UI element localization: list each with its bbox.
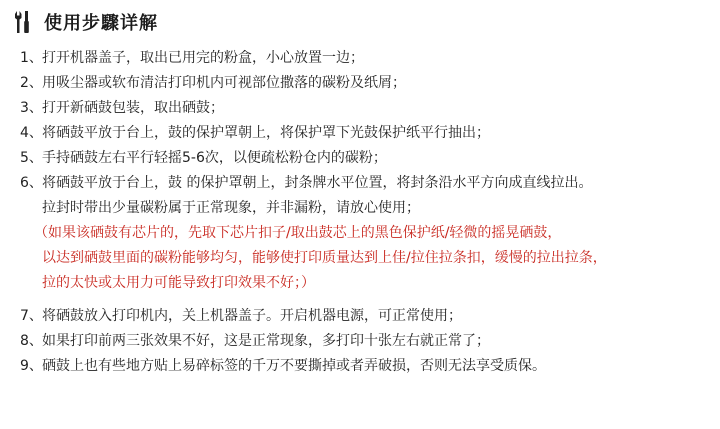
step-text: 硒鼓上也有些地方贴上易碎标签的千万不要撕掉或者弄破损，否则无法享受质保。 [42,358,546,374]
list-item [20,146,710,171]
step-text: 将硒鼓平放于台上，鼓的保护罩朝上，将保护罩下光鼓保护纸平行抽出； [42,125,490,141]
step-text: 用吸尘器或软布清洁打印机内可视部位撒落的碳粉及纸屑； [42,75,406,91]
step-number: 7、 [20,308,43,324]
step-text: 将硒鼓放入打印机内，关上机器盖子。开启机器电源，可正常使用； [42,308,462,324]
list-item [20,96,710,121]
step-text: 手持硒鼓左右平行轻摇5-6次，以便疏松粉仓内的碳粉； [42,150,387,166]
list-item [20,354,710,379]
list-item [20,46,710,71]
step6-continuation: 拉封时带出少量碳粉属于正常现象，并非漏粉，请放心使用； [42,200,420,216]
header [10,8,158,36]
step-text: 打开机器盖子，取出已用完的粉盒，小心放置一边； [42,50,364,66]
list-item [20,171,710,196]
step-number: 6、 [20,175,43,191]
steps-list [20,46,710,379]
list-item [20,121,710,146]
step-text: 如果打印前两三张效果不好，这是正常现象，多打印十张左右就正常了； [42,333,490,349]
step-text: 打开新硒鼓包装，取出硒鼓； [42,100,224,116]
list-item [20,304,710,329]
warning-note-line-2: 以达到硒鼓里面的碳粉能够均匀，能够使打印质量达到上佳/拉住拉条扣，缓慢的拉出拉条， [42,250,607,266]
step-number: 3、 [20,100,43,116]
list-item [20,71,710,96]
step-number: 1、 [20,50,43,66]
spacer [20,296,710,304]
step-number: 9、 [20,358,43,374]
list-item [20,329,710,354]
step-number: 5、 [20,150,43,166]
tools-icon [10,9,36,35]
step-number: 2、 [20,75,43,91]
page-title: 使用步驟详解 [44,13,158,34]
step-number: 8、 [20,333,43,349]
warning-note-line-1: （如果该硒鼓有芯片的，先取下芯片扣子/取出鼓芯上的黑色保护纸/轻微的摇晃硒鼓， [34,225,562,241]
warning-note-line-3: 拉的太快或太用力可能导致打印效果不好；） [42,275,315,291]
step-number: 4、 [20,125,43,141]
step-text: 将硒鼓平放于台上，鼓 的保护罩朝上，封条牌水平位置，将封条沿水平方向成直线拉出。 [42,175,593,191]
